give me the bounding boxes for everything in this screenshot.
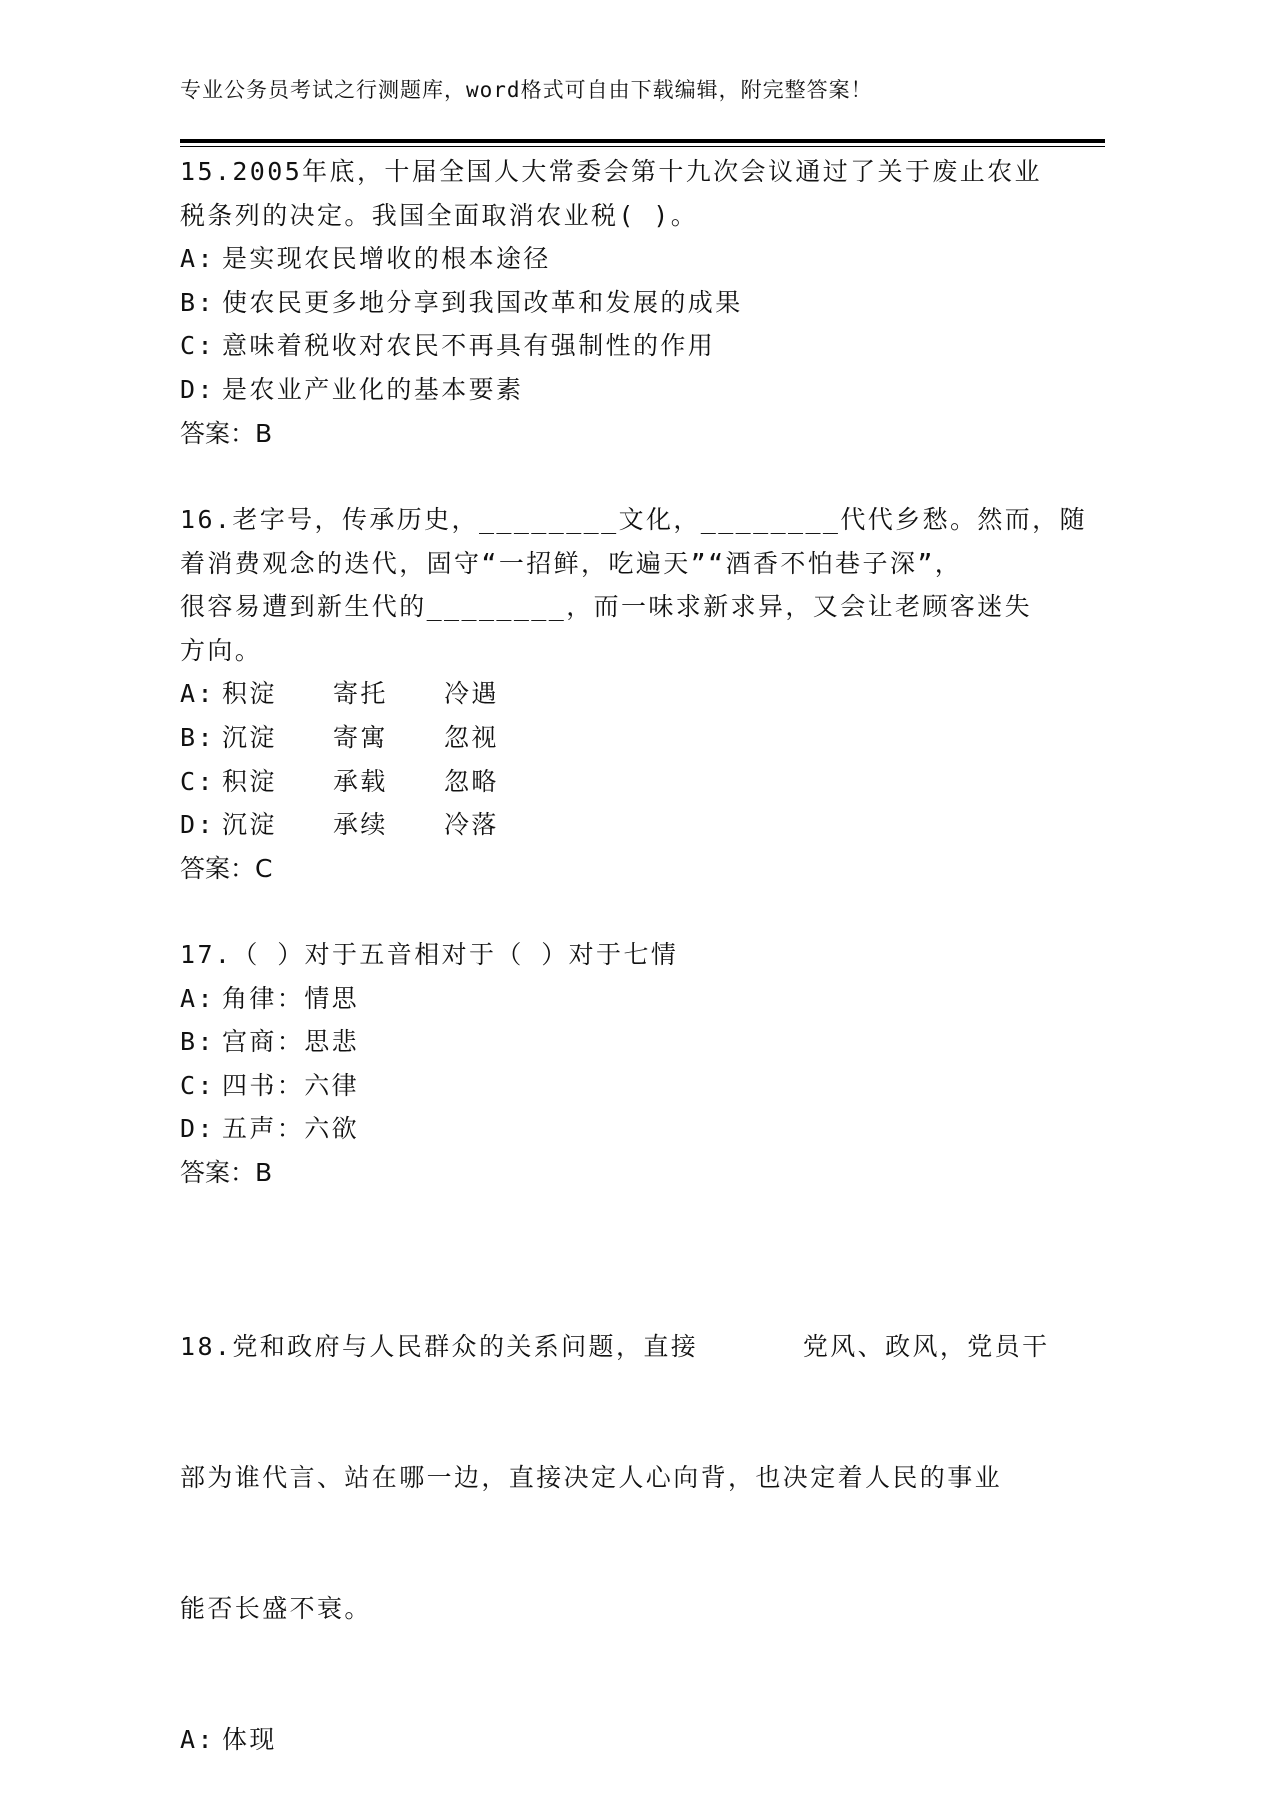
answer: 答案：B (180, 1157, 273, 1187)
option-word: 冷遇 (444, 679, 499, 709)
option-label: C: (180, 766, 215, 796)
option-a (180, 977, 678, 1021)
option-label: A: (180, 244, 215, 274)
question-text-line: 税条列的决定。我国全面取消农业税( )。 (180, 200, 699, 230)
answer: 答案：B (180, 418, 273, 448)
option-text: 宫商：思悲 (222, 1027, 360, 1057)
question-text-line: 方向。 (180, 635, 263, 665)
option-text: 是农业产业化的基本要素 (222, 374, 524, 404)
option-label: C: (180, 1070, 215, 1100)
question-text-line: 能否长盛不衰。 (180, 1593, 372, 1623)
question-text-line: 18.党和政府与人民群众的关系问题，直接 党风、政风，党员干 (180, 1332, 1050, 1362)
question-16 (180, 498, 1087, 890)
option-d (180, 1107, 678, 1151)
option-d (180, 368, 1042, 412)
option-text: 使农民更多地分享到我国改革和发展的成果 (222, 287, 743, 317)
option-word: 寄托 (333, 679, 388, 709)
option-word: 寄寓 (333, 722, 388, 752)
option-label: A: (180, 1724, 215, 1754)
question-text-line: 很容易遭到新生代的________，而一味求新求异，又会让老顾客迷失 (180, 592, 1033, 622)
option-a (180, 237, 1042, 281)
option-text: 角律：情思 (222, 983, 360, 1013)
option-b (180, 716, 1087, 760)
option-label: B: (180, 1027, 215, 1057)
option-text: 五声：六欲 (222, 1114, 360, 1144)
question-17 (180, 933, 678, 1195)
option-text: 是实现农民增收的根本途径 (222, 244, 551, 274)
option-text: 意味着税收对农民不再具有强制性的作用 (222, 331, 716, 361)
option-d (180, 803, 1087, 847)
option-a (180, 1718, 1049, 1762)
option-label: A: (180, 679, 215, 709)
option-text: 四书：六律 (222, 1070, 360, 1100)
option-word: 冷落 (444, 810, 499, 840)
option-label: C: (180, 331, 215, 361)
option-word: 忽视 (444, 722, 499, 752)
option-text: 体现 (222, 1724, 277, 1754)
question-text-line: 16.老字号，传承历史，________文化，________代代乡愁。然而，随 (180, 505, 1087, 534)
option-c (180, 1064, 678, 1108)
option-word: 承载 (333, 766, 388, 796)
option-label: A: (180, 983, 215, 1013)
option-word: 承续 (333, 810, 388, 840)
option-a (180, 672, 1087, 716)
option-label: D: (180, 374, 215, 404)
question-18 (180, 1238, 1049, 1805)
option-word: 忽略 (444, 766, 499, 796)
option-b (180, 281, 1042, 325)
option-word: 沉淀 (222, 810, 277, 840)
option-word: 积淀 (222, 766, 277, 796)
question-text-line: 着消费观念的迭代，固守“一招鲜，吃遍天”“酒香不怕巷子深”， (180, 548, 963, 578)
option-label: B: (180, 722, 215, 752)
header-rule-thin (180, 146, 1105, 147)
question-text-line: 17.（ ）对于五音相对于（ ）对于七情 (180, 940, 679, 969)
option-label: D: (180, 810, 215, 840)
question-text-line: 部为谁代言、站在哪一边，直接决定人心向背，也决定着人民的事业 (180, 1462, 1003, 1492)
answer: 答案：C (180, 853, 273, 883)
header-rule-thick (180, 139, 1105, 143)
option-b (180, 1020, 678, 1064)
option-c (180, 760, 1087, 804)
option-word: 积淀 (222, 679, 277, 709)
option-word: 沉淀 (222, 722, 277, 752)
option-label: B: (180, 287, 215, 317)
page-header: 专业公务员考试之行测题库，word格式可自由下载编辑，附完整答案！ (180, 78, 873, 102)
option-c (180, 324, 1042, 368)
option-label: D: (180, 1114, 215, 1144)
question-text-line: 15.2005年底，十届全国人大常委会第十九次会议通过了关于废止农业 (180, 157, 1042, 186)
question-15 (180, 150, 1042, 455)
